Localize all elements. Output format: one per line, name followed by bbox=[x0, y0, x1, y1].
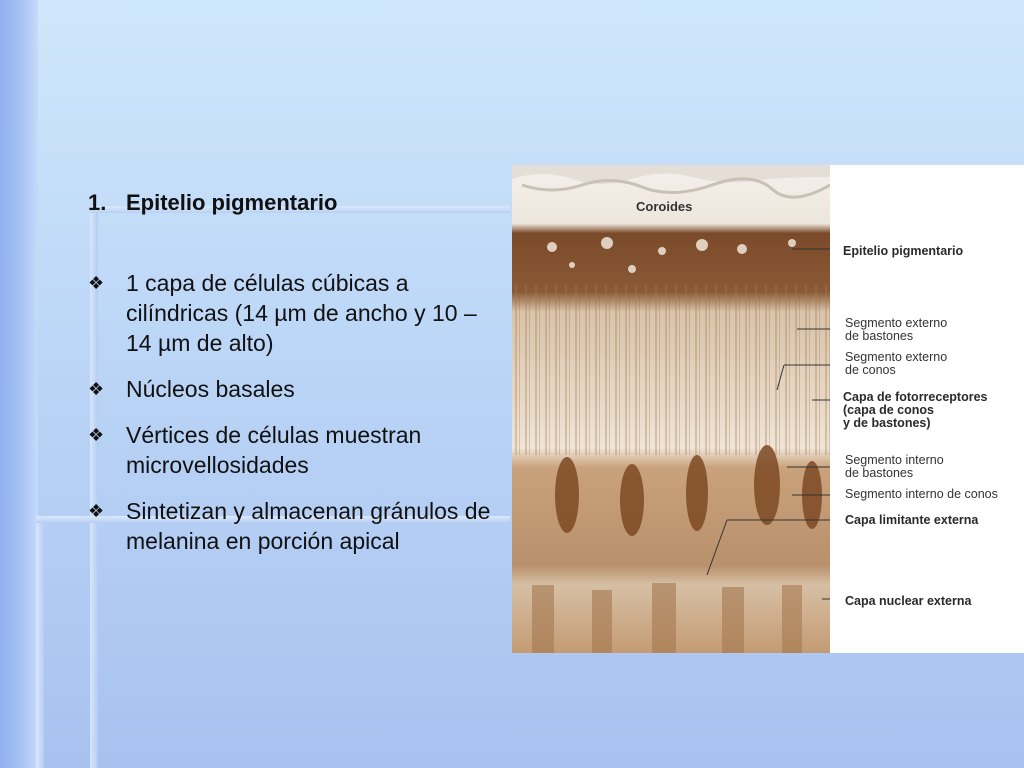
bullet-text: Sintetizan y almacenan gránulos de melanina en porción apical bbox=[126, 498, 491, 554]
heading-number: 1. bbox=[88, 190, 107, 215]
label-coroides: Coroides bbox=[636, 199, 693, 214]
label-segmento-interno-conos: Segmento interno de conos bbox=[845, 487, 998, 501]
label-segmento-externo-conos: Segmento externo de conos bbox=[845, 350, 948, 377]
bullet-text: Vértices de células muestran microvellosidades bbox=[126, 422, 422, 478]
section-heading bbox=[88, 188, 498, 218]
bullet-text: 1 capa de células cúbicas a cilíndricas (14 µm de ancho y 10 – 14 µm de alto) bbox=[126, 270, 477, 356]
retina-micrograph-image bbox=[512, 165, 830, 653]
list-item bbox=[88, 420, 498, 480]
list-item bbox=[88, 268, 498, 358]
label-epitelio-pigmentario: Epitelio pigmentario bbox=[843, 244, 964, 258]
label-capa-nuclear-externa: Capa nuclear externa bbox=[845, 594, 972, 608]
list-item bbox=[88, 496, 498, 556]
label-capa-limitante-externa: Capa limitante externa bbox=[845, 513, 979, 527]
label-capa-fotorreceptores: Capa de fotorreceptores (capa de conos y de bastones) bbox=[843, 390, 988, 430]
diamond-bullet-icon: ❖ bbox=[88, 379, 105, 399]
decorative-left-band bbox=[0, 0, 38, 768]
bullet-text: Núcleos basales bbox=[126, 376, 295, 402]
label-segmento-interno-bastones: Segmento interno de bastones bbox=[845, 453, 944, 480]
retina-micrograph-figure bbox=[512, 165, 1024, 653]
label-segmento-externo-bastones: Segmento externo de bastones bbox=[845, 316, 948, 343]
diamond-bullet-icon: ❖ bbox=[88, 273, 105, 293]
list-item bbox=[88, 374, 498, 404]
slide-text bbox=[88, 188, 498, 572]
diamond-bullet-icon: ❖ bbox=[88, 501, 105, 521]
bullet-list bbox=[88, 268, 498, 556]
decorative-vertical-bar bbox=[36, 520, 44, 768]
heading-title: Epitelio pigmentario bbox=[126, 190, 338, 215]
diamond-bullet-icon: ❖ bbox=[88, 425, 105, 445]
